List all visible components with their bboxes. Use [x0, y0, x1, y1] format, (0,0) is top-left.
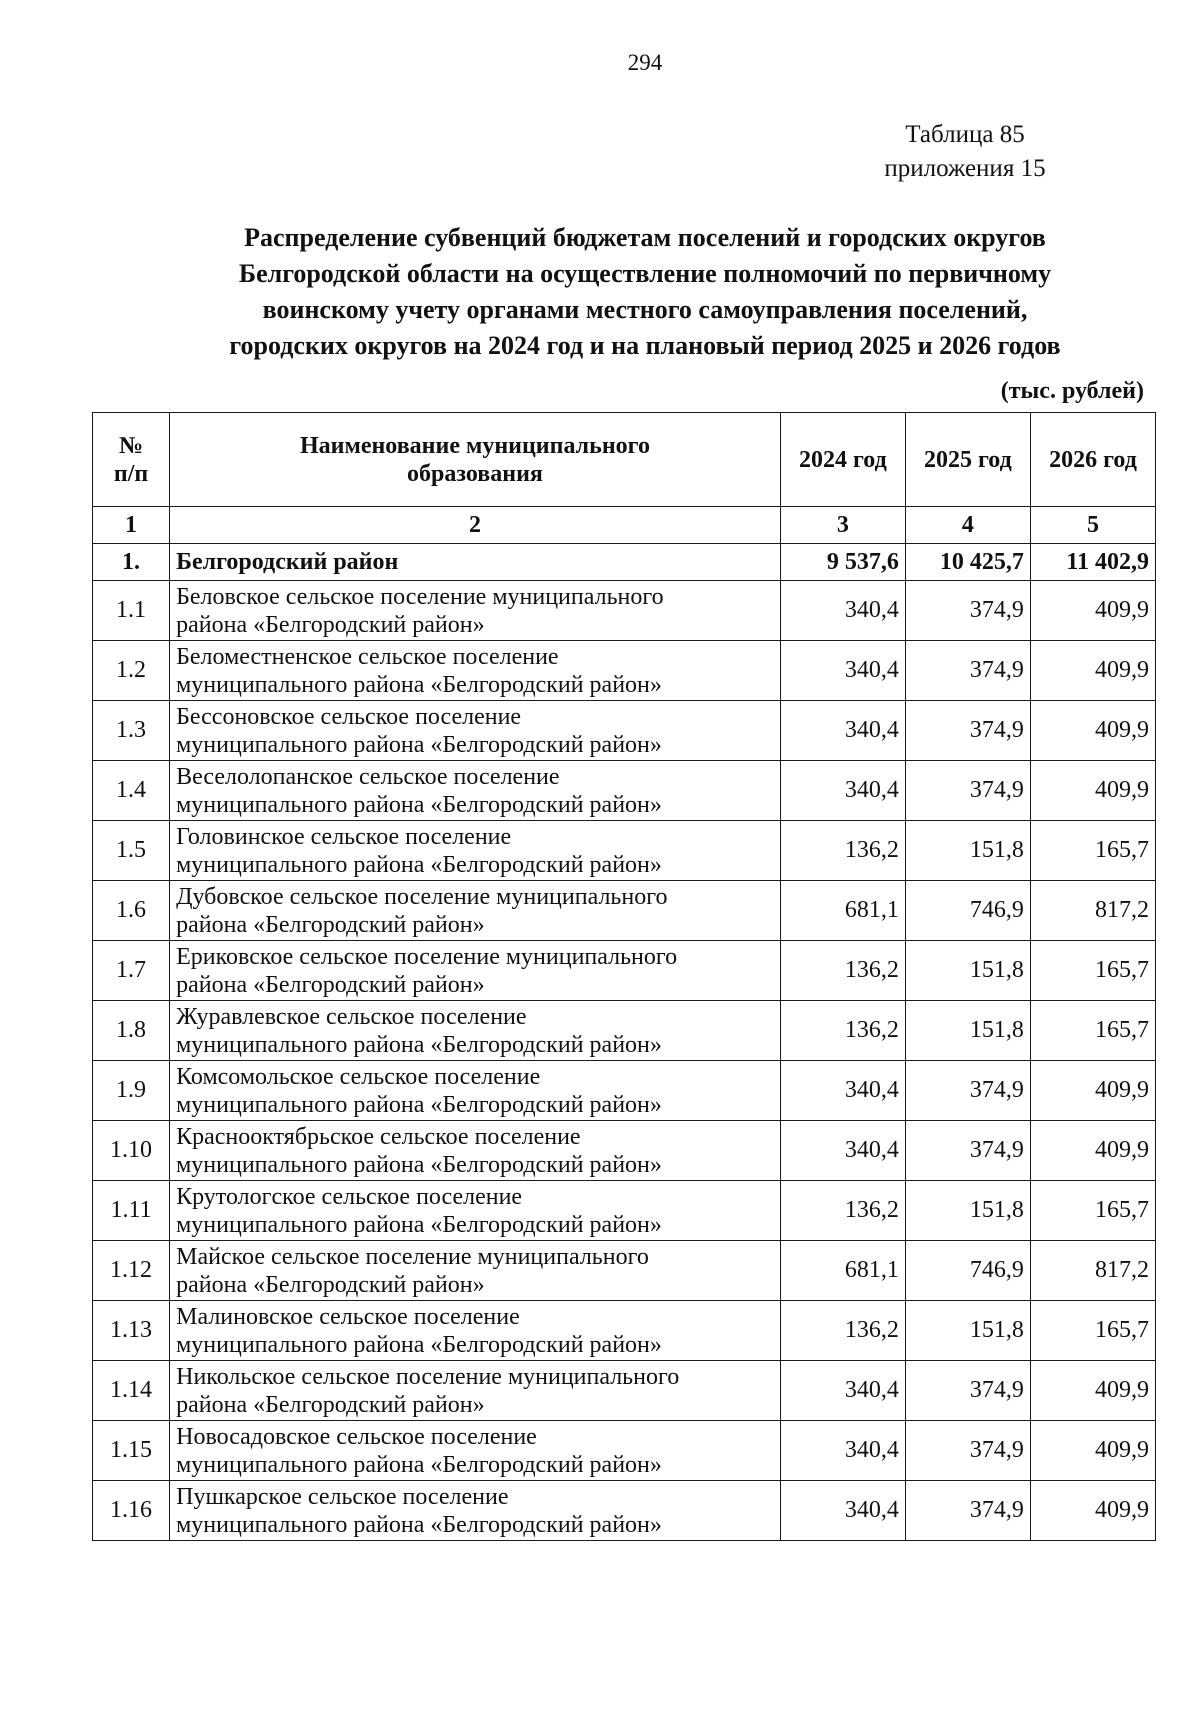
row-number: 1.10	[93, 1121, 170, 1181]
row-2025: 746,9	[905, 881, 1030, 941]
row-name-line: Пушкарское сельское поселение	[176, 1483, 509, 1510]
header-number-symbol: №	[118, 432, 144, 459]
header-2026: 2026 год	[1030, 413, 1155, 507]
title-line: воинскому учету органами местного самоуправления поселений,	[262, 295, 1028, 324]
row-2025: 374,9	[905, 1121, 1030, 1181]
row-2024: 136,2	[780, 1301, 905, 1361]
row-2026: 409,9	[1030, 701, 1155, 761]
row-number: 1.8	[93, 1001, 170, 1061]
row-name	[170, 1361, 781, 1421]
row-number: 1.9	[93, 1061, 170, 1121]
table-row	[93, 821, 1156, 881]
header-name-line: Наименование муниципального	[299, 432, 650, 459]
row-2025: 374,9	[905, 641, 1030, 701]
row-2024: 136,2	[780, 1181, 905, 1241]
table-header-row	[93, 413, 1156, 507]
title-line: городских округов на 2024 год и на плановый период 2025 и 2026 годов	[229, 331, 1061, 360]
row-number: 1.2	[93, 641, 170, 701]
row-name	[170, 1301, 781, 1361]
row-name	[170, 641, 781, 701]
row-2026: 409,9	[1030, 1421, 1155, 1481]
row-name-line: Ериковское сельское поселение муниципального	[176, 943, 678, 970]
row-2024: 136,2	[780, 821, 905, 881]
row-2024: 340,4	[780, 1361, 905, 1421]
row-2025: 374,9	[905, 1061, 1030, 1121]
table-row	[93, 881, 1156, 941]
row-number: 1.14	[93, 1361, 170, 1421]
row-number: 1.3	[93, 701, 170, 761]
total-name: Белгородский район	[170, 544, 781, 581]
row-name-line: Беловское сельское поселение муниципального	[176, 583, 664, 610]
row-2025: 746,9	[905, 1241, 1030, 1301]
row-2025: 374,9	[905, 761, 1030, 821]
row-2026: 409,9	[1030, 1361, 1155, 1421]
row-2026: 409,9	[1030, 1061, 1155, 1121]
table-row	[93, 1121, 1156, 1181]
row-number: 1.16	[93, 1481, 170, 1541]
row-name-line: Дубовское сельское поселение муниципального	[176, 883, 668, 910]
row-name-line: Журавлевское сельское поселение	[176, 1003, 527, 1030]
appendix-reference-line: приложения 15	[884, 155, 1046, 182]
row-name	[170, 1181, 781, 1241]
row-2024: 136,2	[780, 1001, 905, 1061]
row-2024: 340,4	[780, 641, 905, 701]
table-reference	[860, 118, 1070, 186]
column-index-row	[93, 507, 1156, 544]
row-number: 1.6	[93, 881, 170, 941]
table-row	[93, 701, 1156, 761]
row-name-line: муниципального района «Белгородский район»	[176, 791, 662, 818]
row-name-line: муниципального района «Белгородский район»	[176, 851, 662, 878]
column-index: 4	[905, 507, 1030, 544]
row-2026: 165,7	[1030, 941, 1155, 1001]
row-2024: 340,4	[780, 1061, 905, 1121]
column-index: 5	[1030, 507, 1155, 544]
row-name-line: муниципального района «Белгородский район»	[176, 1091, 662, 1118]
row-2024: 681,1	[780, 881, 905, 941]
table-reference-line: Таблица 85	[905, 121, 1025, 148]
subvention-table	[92, 412, 1156, 1541]
row-name-line: муниципального района «Белгородский район»	[176, 1151, 662, 1178]
row-name	[170, 701, 781, 761]
header-2024: 2024 год	[780, 413, 905, 507]
row-name	[170, 1001, 781, 1061]
total-row	[93, 544, 1156, 581]
row-number: 1.15	[93, 1421, 170, 1481]
row-name-line: Беломестненское сельское поселение	[176, 643, 559, 670]
row-name-line: района «Белгородский район»	[176, 971, 485, 998]
row-number: 1.13	[93, 1301, 170, 1361]
row-name-line: района «Белгородский район»	[176, 1391, 485, 1418]
row-number: 1.7	[93, 941, 170, 1001]
row-2026: 165,7	[1030, 1001, 1155, 1061]
table-row	[93, 1001, 1156, 1061]
table-row	[93, 1421, 1156, 1481]
row-name-line: района «Белгородский район»	[176, 911, 485, 938]
row-2025: 151,8	[905, 1001, 1030, 1061]
row-2024: 136,2	[780, 941, 905, 1001]
row-2025: 151,8	[905, 941, 1030, 1001]
row-name-line: муниципального района «Белгородский район»	[176, 731, 662, 758]
row-name-line: муниципального района «Белгородский район»	[176, 1511, 662, 1538]
row-2024: 340,4	[780, 1481, 905, 1541]
table-row	[93, 1361, 1156, 1421]
header-name-line: образования	[407, 460, 543, 487]
row-2025: 151,8	[905, 1181, 1030, 1241]
row-2026: 409,9	[1030, 581, 1155, 641]
row-name-line: муниципального района «Белгородский район»	[176, 1031, 662, 1058]
row-name	[170, 821, 781, 881]
row-name	[170, 1121, 781, 1181]
table-row	[93, 941, 1156, 1001]
row-2024: 340,4	[780, 761, 905, 821]
header-number	[93, 413, 170, 507]
row-number: 1.5	[93, 821, 170, 881]
row-name-line: Малиновское сельское поселение	[176, 1303, 520, 1330]
row-name	[170, 1421, 781, 1481]
row-2026: 409,9	[1030, 761, 1155, 821]
row-name-line: муниципального района «Белгородский район»	[176, 671, 662, 698]
title-line: Белгородской области на осуществление полномочий по первичному	[238, 259, 1052, 288]
header-2025: 2025 год	[905, 413, 1030, 507]
row-number: 1.11	[93, 1181, 170, 1241]
title-line: Распределение субвенций бюджетам поселений и городских округов	[244, 223, 1046, 252]
row-name-line: Веселолопанское сельское поселение	[176, 763, 560, 790]
row-name	[170, 581, 781, 641]
row-2024: 340,4	[780, 1421, 905, 1481]
row-name	[170, 881, 781, 941]
row-2026: 409,9	[1030, 641, 1155, 701]
unit-note: (тыс. рублей)	[1000, 378, 1144, 404]
row-name	[170, 761, 781, 821]
table-row	[93, 581, 1156, 641]
row-name-line: Краснооктябрьское сельское поселение	[176, 1123, 581, 1150]
header-number-abbr: п/п	[113, 460, 149, 487]
table-row	[93, 1301, 1156, 1361]
row-2024: 340,4	[780, 581, 905, 641]
row-name-line: Комсомольское сельское поселение	[176, 1063, 541, 1090]
row-name	[170, 1061, 781, 1121]
row-name-line: Майское сельское поселение муниципального	[176, 1243, 649, 1270]
row-2024: 340,4	[780, 1121, 905, 1181]
header-name	[170, 413, 781, 507]
total-2025: 10 425,7	[905, 544, 1030, 581]
row-name-line: района «Белгородский район»	[176, 611, 485, 638]
row-name-line: муниципального района «Белгородский район»	[176, 1331, 662, 1358]
row-name	[170, 1481, 781, 1541]
row-2025: 374,9	[905, 1481, 1030, 1541]
row-number: 1.12	[93, 1241, 170, 1301]
total-2026: 11 402,9	[1030, 544, 1155, 581]
row-2026: 817,2	[1030, 1241, 1155, 1301]
row-name-line: Никольское сельское поселение муниципального	[176, 1363, 680, 1390]
row-name-line: Новосадовское сельское поселение	[176, 1423, 537, 1450]
total-number: 1.	[93, 544, 170, 581]
row-2024: 340,4	[780, 701, 905, 761]
row-2026: 409,9	[1030, 1121, 1155, 1181]
row-name-line: муниципального района «Белгородский район»	[176, 1211, 662, 1238]
row-2025: 151,8	[905, 1301, 1030, 1361]
row-name	[170, 941, 781, 1001]
table-row	[93, 1061, 1156, 1121]
row-name-line: Головинское сельское поселение	[176, 823, 512, 850]
row-2024: 681,1	[780, 1241, 905, 1301]
column-index: 3	[780, 507, 905, 544]
row-name-line: Крутологское сельское поселение	[176, 1183, 523, 1210]
row-2025: 374,9	[905, 1421, 1030, 1481]
row-name-line: Бессоновское сельское поселение	[176, 703, 522, 730]
row-number: 1.4	[93, 761, 170, 821]
row-number: 1.1	[93, 581, 170, 641]
row-2026: 165,7	[1030, 1301, 1155, 1361]
row-2025: 374,9	[905, 1361, 1030, 1421]
document-title	[130, 220, 1160, 364]
row-2025: 151,8	[905, 821, 1030, 881]
table-row	[93, 1181, 1156, 1241]
row-2025: 374,9	[905, 581, 1030, 641]
table-row	[93, 1241, 1156, 1301]
total-2024: 9 537,6	[780, 544, 905, 581]
page-number: 294	[627, 50, 663, 75]
row-2026: 817,2	[1030, 881, 1155, 941]
row-name-line: района «Белгородский район»	[176, 1271, 485, 1298]
table-row	[93, 761, 1156, 821]
row-name-line: муниципального района «Белгородский район»	[176, 1451, 662, 1478]
column-index: 1	[93, 507, 170, 544]
row-name	[170, 1241, 781, 1301]
row-2026: 409,9	[1030, 1481, 1155, 1541]
row-2026: 165,7	[1030, 1181, 1155, 1241]
row-2026: 165,7	[1030, 821, 1155, 881]
row-2025: 374,9	[905, 701, 1030, 761]
table-row	[93, 641, 1156, 701]
table-row	[93, 1481, 1156, 1541]
column-index: 2	[170, 507, 781, 544]
